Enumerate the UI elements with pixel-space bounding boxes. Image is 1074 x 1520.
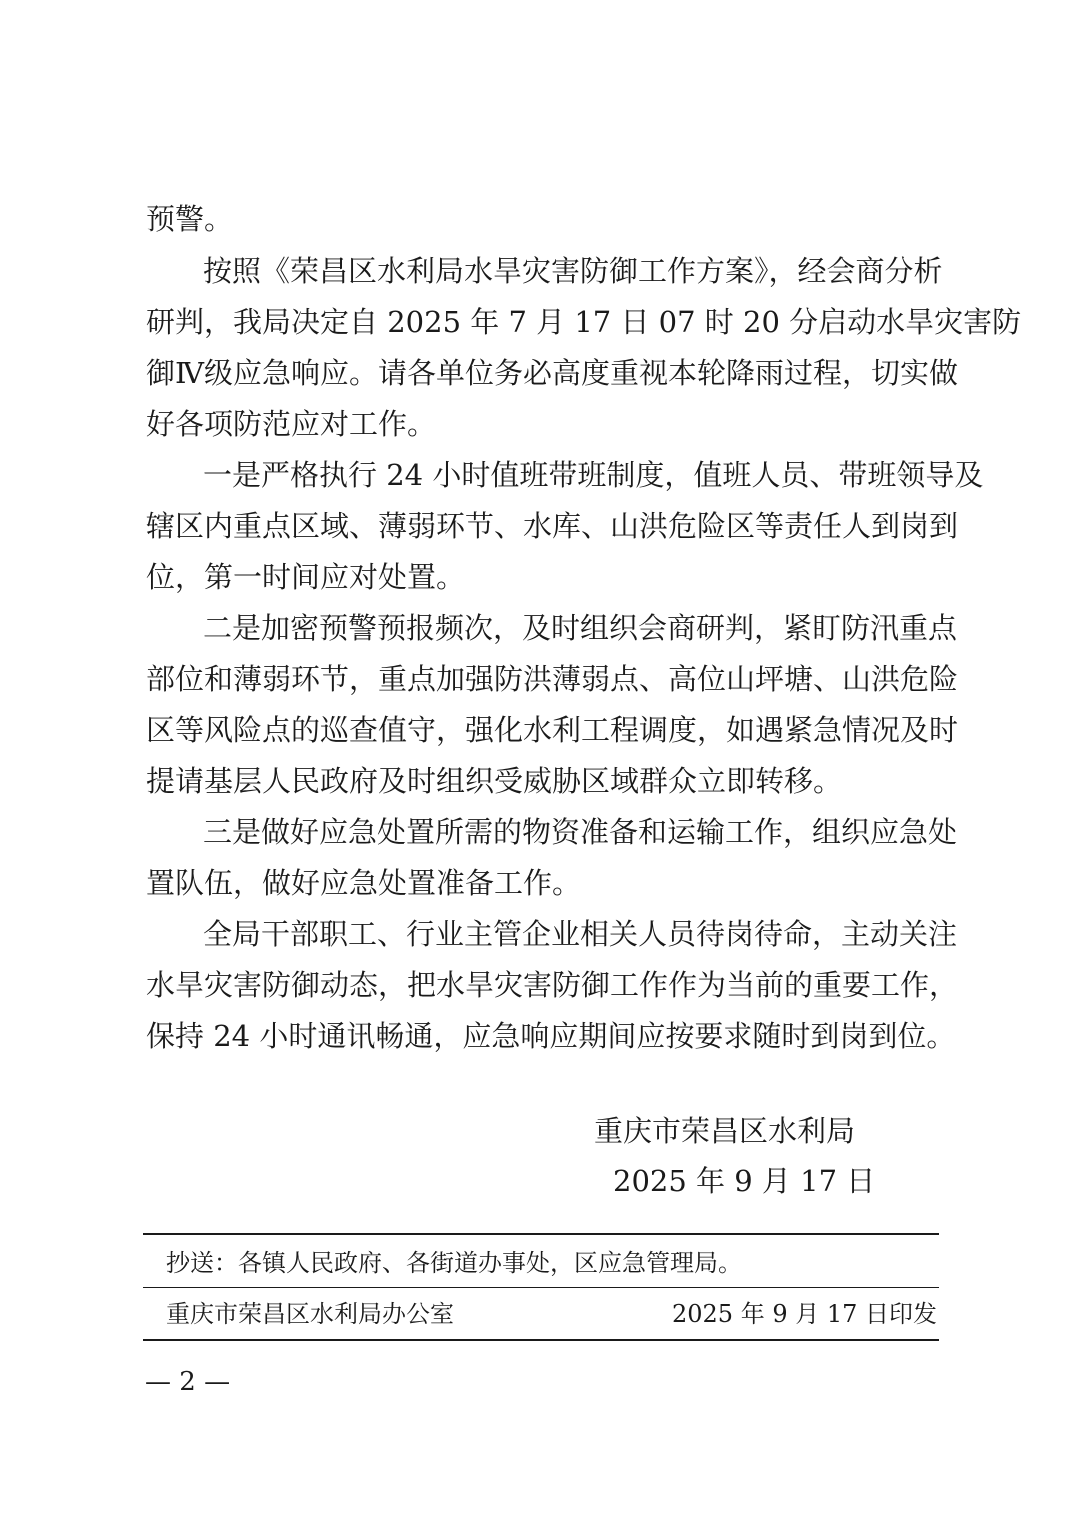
body-line-13: 三是做好应急处置所需的物资准备和运输工作，组织应急处 bbox=[203, 815, 958, 849]
footer-bottom-rule bbox=[143, 1339, 939, 1341]
body-line-12: 提请基层人民政府及时组织受威胁区域群众立即转移。 bbox=[146, 764, 843, 798]
signature-org: 重庆市荣昌区水利局 bbox=[594, 1114, 856, 1148]
signature-date: 2025 年 9 月 17 日 bbox=[613, 1164, 876, 1198]
body-line-2: 按照《荣昌区水利局水旱灾害防御工作方案》，经会商分析 bbox=[203, 254, 943, 288]
footer-middle-rule bbox=[143, 1287, 939, 1288]
issue-date: 2025 年 9 月 17 日印发 bbox=[672, 1300, 938, 1328]
body-line-10: 部位和薄弱环节，重点加强防洪薄弱点、高位山坪塘、山洪危险 bbox=[146, 662, 959, 696]
body-line-6: 一是严格执行 24 小时值班带班制度，值班人员、带班领导及 bbox=[203, 458, 984, 492]
cc-line: 抄送：各镇人民政府、各街道办事处，区应急管理局。 bbox=[166, 1249, 742, 1277]
footer-top-rule bbox=[143, 1233, 939, 1235]
body-line-7: 辖区内重点区域、薄弱环节、水库、山洪危险区等责任人到岗到 bbox=[146, 509, 959, 543]
body-line-4: 御Ⅳ级应急响应。请各单位务必高度重视本轮降雨过程，切实做 bbox=[146, 356, 958, 390]
body-line-3: 研判，我局决定自 2025 年 7 月 17 日 07 时 20 分启动水旱灾害防 bbox=[146, 305, 1022, 339]
body-line-15: 全局干部职工、行业主管企业相关人员待岗待命，主动关注 bbox=[203, 917, 958, 951]
body-line-14: 置队伍，做好应急处置准备工作。 bbox=[146, 866, 582, 900]
issuer-office: 重庆市荣昌区水利局办公室 bbox=[166, 1300, 454, 1328]
body-line-16: 水旱灾害防御动态，把水旱灾害防御工作作为当前的重要工作， bbox=[146, 968, 959, 1002]
body-line-1: 预警。 bbox=[146, 202, 234, 236]
page-number: — 2 — bbox=[145, 1367, 231, 1397]
body-line-11: 区等风险点的巡查值守，强化水利工程调度，如遇紧急情况及时 bbox=[146, 713, 959, 747]
body-line-8: 位，第一时间应对处置。 bbox=[146, 560, 466, 594]
body-line-9: 二是加密预警预报频次，及时组织会商研判，紧盯防汛重点 bbox=[203, 611, 958, 645]
body-line-17: 保持 24 小时通讯畅通，应急响应期间应按要求随时到岗到位。 bbox=[146, 1019, 956, 1053]
body-line-5: 好各项防范应对工作。 bbox=[146, 407, 437, 441]
